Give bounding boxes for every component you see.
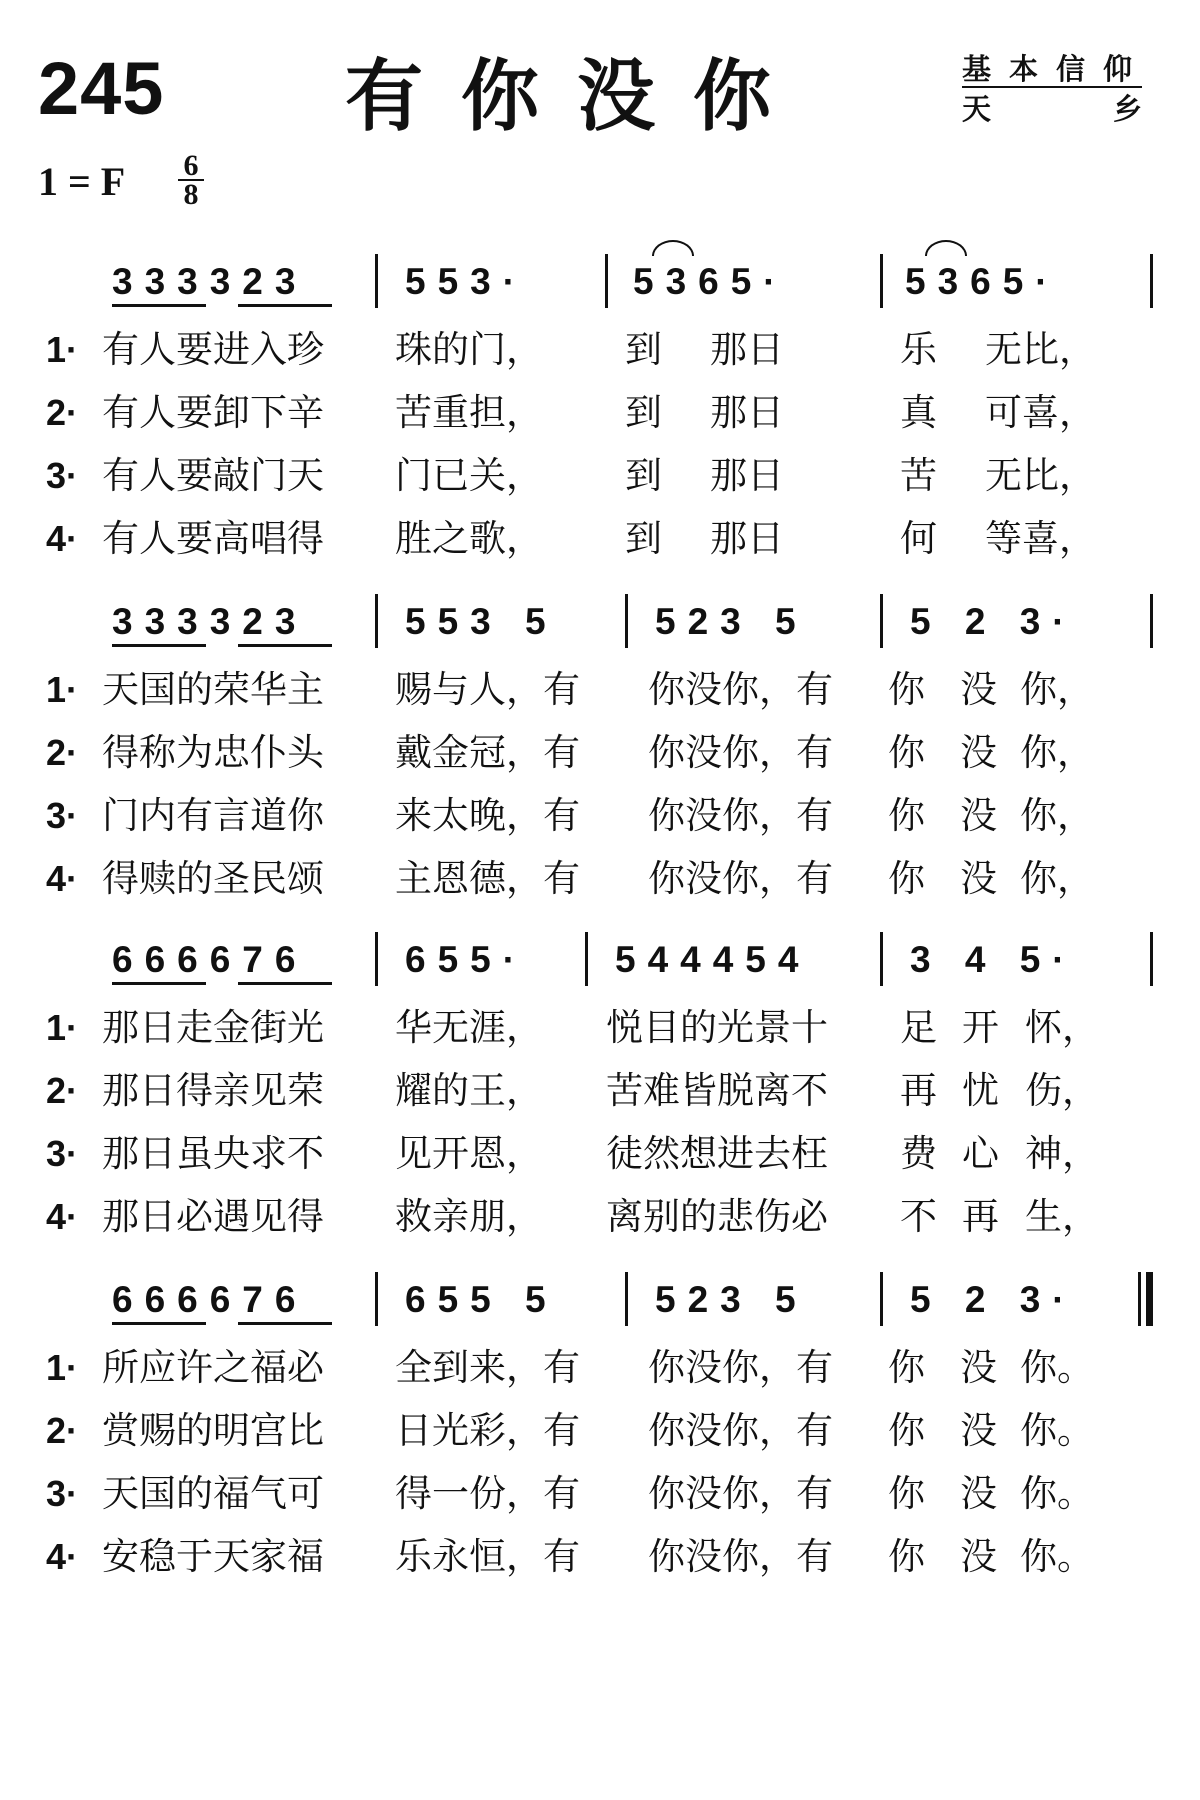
- lyric-segment: 你: [888, 1409, 925, 1452]
- lyric-segment: 得一份，有: [395, 1472, 580, 1515]
- lyric-segment: 珠的门，: [395, 328, 543, 371]
- measure-notes: 666676: [112, 939, 308, 980]
- lyric-segment: 开: [962, 1006, 999, 1049]
- lyric-segment: 到: [625, 391, 662, 434]
- barline: [1150, 594, 1153, 648]
- verse-line: [0, 1403, 1200, 1459]
- lyric-segment: 神，: [1025, 1132, 1099, 1175]
- lyric-segment: 那日得亲见荣: [102, 1069, 324, 1112]
- verse-number: 3·: [46, 1133, 79, 1174]
- measure-notes: 333323: [112, 261, 308, 302]
- author-char-2: 乡: [1112, 92, 1142, 126]
- lyric-segment: 乐永恒，有: [395, 1535, 580, 1578]
- lyric-segment: 你，: [1020, 731, 1094, 774]
- barline: [585, 932, 588, 986]
- lyric-segment: 你没你，有: [648, 1535, 833, 1578]
- notation-row: [0, 1270, 1200, 1330]
- verse-number: 1·: [46, 329, 79, 370]
- lyric-segment: 有人要卸下辛: [102, 391, 324, 434]
- lyric-segment: 没: [960, 1472, 997, 1515]
- lyric-segment: 没: [960, 794, 997, 837]
- verse-line: [0, 1466, 1200, 1522]
- hymn-author: [962, 92, 1142, 126]
- lyric-segment: 有人要进入珍: [102, 328, 324, 371]
- lyric-segment: 你没你，有: [648, 794, 833, 837]
- lyric-segment: 你没你，有: [648, 668, 833, 711]
- measure-notes: 523 5: [655, 1279, 808, 1320]
- lyric-segment: 没: [960, 731, 997, 774]
- lyric-segment: 耀的王，: [395, 1069, 543, 1112]
- measure-notes: 655 5: [405, 1279, 558, 1320]
- lyric-segment: 到: [625, 328, 662, 371]
- hymn-category: 基本信仰: [962, 52, 1142, 86]
- lyric-segment: 有人要高唱得: [102, 517, 324, 560]
- beam: [112, 1322, 206, 1325]
- lyric-segment: 那日必遇见得: [102, 1195, 324, 1238]
- lyric-segment: 安稳于天家福: [102, 1535, 324, 1578]
- hymn-number: 245: [38, 47, 165, 130]
- lyric-segment: 生，: [1025, 1195, 1099, 1238]
- lyric-segment: 你。: [1020, 1346, 1094, 1389]
- verse-line: [0, 322, 1200, 378]
- barline: [375, 594, 378, 648]
- lyric-segment: 等喜，: [985, 517, 1096, 560]
- meter-denominator: 8: [183, 178, 199, 211]
- lyric-segment: 那日: [710, 517, 784, 560]
- measure-notes: 666676: [112, 1279, 308, 1320]
- verse-number: 2·: [46, 732, 79, 773]
- lyric-segment: 苦难皆脱离不: [606, 1069, 828, 1112]
- lyric-segment: 华无涯，: [395, 1006, 543, 1049]
- verse-line: [0, 725, 1200, 781]
- final-barline-thin: [1138, 1272, 1141, 1326]
- verse-number: 2·: [46, 392, 79, 433]
- lyric-segment: 见开恩，: [395, 1132, 543, 1175]
- measure-notes: 655·: [405, 939, 528, 980]
- beam: [112, 304, 206, 307]
- lyric-segment: 费: [900, 1132, 937, 1175]
- lyric-segment: 你没你，有: [648, 1346, 833, 1389]
- lyric-segment: 你: [888, 668, 925, 711]
- lyric-segment: 你没你，有: [648, 731, 833, 774]
- lyric-segment: 你。: [1020, 1409, 1094, 1452]
- verse-number: 4·: [46, 1196, 79, 1237]
- lyric-segment: 你: [888, 1535, 925, 1578]
- verse-line: [0, 511, 1200, 567]
- lyric-segment: 你没你，有: [648, 1409, 833, 1452]
- lyric-segment: 得称为忠仆头: [102, 731, 324, 774]
- lyric-segment: 你，: [1020, 668, 1094, 711]
- lyric-segment: 没: [960, 1535, 997, 1578]
- beam: [112, 644, 206, 647]
- verse-line: [0, 385, 1200, 441]
- barline: [605, 254, 608, 308]
- verse-line: [0, 1000, 1200, 1056]
- lyric-segment: 你没你，有: [648, 1472, 833, 1515]
- barline: [880, 932, 883, 986]
- lyric-segment: 天国的荣华主: [102, 668, 324, 711]
- lyric-segment: 伤，: [1025, 1069, 1099, 1112]
- verse-line: [0, 1340, 1200, 1396]
- lyric-segment: 无比，: [985, 328, 1096, 371]
- lyric-segment: 可喜，: [985, 391, 1096, 434]
- verse-number: 4·: [46, 858, 79, 899]
- lyric-segment: 门内有言道你: [102, 794, 324, 837]
- measure-notes: 553·: [405, 261, 528, 302]
- verse-number: 3·: [46, 455, 79, 496]
- barline: [1150, 254, 1153, 308]
- key-signature: 1 = F: [38, 159, 126, 204]
- lyric-segment: 主恩德，有: [395, 857, 580, 900]
- barline: [880, 1272, 883, 1326]
- lyric-segment: 你: [888, 857, 925, 900]
- verse-line: [0, 1529, 1200, 1585]
- author-char-1: 天: [962, 92, 992, 126]
- barline: [880, 594, 883, 648]
- notation-row: [0, 252, 1200, 312]
- measure-notes: 5 2 3·: [910, 1279, 1077, 1320]
- lyric-segment: 赐与人，有: [395, 668, 580, 711]
- verse-line: [0, 851, 1200, 907]
- lyric-segment: 再: [900, 1069, 937, 1112]
- verse-number: 1·: [46, 1347, 79, 1388]
- lyric-segment: 没: [960, 668, 997, 711]
- verse-number: 1·: [46, 1007, 79, 1048]
- lyric-segment: 悦目的光景十: [606, 1006, 828, 1049]
- lyric-segment: 有人要敲门天: [102, 454, 324, 497]
- lyric-segment: 徒然想进去枉: [606, 1132, 828, 1175]
- beam: [238, 644, 332, 647]
- barline: [625, 594, 628, 648]
- lyric-segment: 门已关，: [395, 454, 543, 497]
- barline: [375, 932, 378, 986]
- verse-line: [0, 788, 1200, 844]
- lyric-segment: 没: [960, 1346, 997, 1389]
- lyric-segment: 真: [900, 391, 937, 434]
- barline: [625, 1272, 628, 1326]
- lyric-segment: 你没你，有: [648, 857, 833, 900]
- verse-number: 3·: [46, 1473, 79, 1514]
- beam: [238, 1322, 332, 1325]
- lyric-segment: 来太晚，有: [395, 794, 580, 837]
- measure-notes: 5 2 3·: [910, 601, 1077, 642]
- lyric-segment: 赏赐的明宫比: [102, 1409, 324, 1452]
- verse-number: 1·: [46, 669, 79, 710]
- lyric-segment: 怀，: [1025, 1006, 1099, 1049]
- lyric-segment: 何: [900, 517, 937, 560]
- lyric-segment: 到: [625, 454, 662, 497]
- measure-notes: 5365·: [633, 261, 788, 302]
- lyric-segment: 没: [960, 1409, 997, 1452]
- measure-notes: 333323: [112, 601, 308, 642]
- verse-line: [0, 662, 1200, 718]
- meter-numerator: 6: [178, 152, 204, 181]
- beam: [238, 304, 332, 307]
- beam: [238, 982, 332, 985]
- lyric-segment: 救亲朋，: [395, 1195, 543, 1238]
- measure-notes: 553 5: [405, 601, 558, 642]
- lyric-segment: 戴金冠，有: [395, 731, 580, 774]
- lyric-segment: 到: [625, 517, 662, 560]
- final-barline: [1146, 1272, 1153, 1326]
- lyric-segment: 那日走金街光: [102, 1006, 324, 1049]
- lyric-segment: 你，: [1020, 794, 1094, 837]
- lyric-segment: 离别的悲伤必: [606, 1195, 828, 1238]
- lyric-segment: 你: [888, 731, 925, 774]
- lyric-segment: 你。: [1020, 1472, 1094, 1515]
- beam: [112, 982, 206, 985]
- verse-number: 4·: [46, 518, 79, 559]
- hymn-title: 有你没你: [345, 52, 810, 142]
- measure-notes: 523 5: [655, 601, 808, 642]
- barline: [1150, 932, 1153, 986]
- verse-line: [0, 1063, 1200, 1119]
- lyric-segment: 乐: [900, 328, 937, 371]
- lyric-segment: 没: [960, 857, 997, 900]
- lyric-segment: 那日: [710, 328, 784, 371]
- lyric-segment: 忧: [962, 1069, 999, 1112]
- verse-line: [0, 1189, 1200, 1245]
- lyric-segment: 天国的福气可: [102, 1472, 324, 1515]
- lyric-segment: 那日虽央求不: [102, 1132, 324, 1175]
- lyric-segment: 你: [888, 1472, 925, 1515]
- lyric-segment: 全到来，有: [395, 1346, 580, 1389]
- time-signature: [178, 149, 204, 211]
- verse-number: 2·: [46, 1070, 79, 1111]
- lyric-segment: 胜之歌，: [395, 517, 543, 560]
- lyric-segment: 你: [888, 794, 925, 837]
- notation-row: [0, 592, 1200, 652]
- lyric-segment: 你。: [1020, 1535, 1094, 1578]
- lyric-segment: 你，: [1020, 857, 1094, 900]
- barline: [375, 254, 378, 308]
- verse-number: 3·: [46, 795, 79, 836]
- measure-notes: 3 4 5·: [910, 939, 1077, 980]
- measure-notes: 544454: [615, 939, 811, 980]
- lyric-segment: 所应许之福必: [102, 1346, 324, 1389]
- lyric-segment: 足: [900, 1006, 937, 1049]
- measure-notes: 5365·: [905, 261, 1060, 302]
- lyric-segment: 那日: [710, 454, 784, 497]
- verse-number: 4·: [46, 1536, 79, 1577]
- lyric-segment: 无比，: [985, 454, 1096, 497]
- slur: [925, 240, 967, 256]
- barline: [375, 1272, 378, 1326]
- barline: [880, 254, 883, 308]
- lyric-segment: 心: [962, 1132, 999, 1175]
- lyric-segment: 那日: [710, 391, 784, 434]
- verse-line: [0, 1126, 1200, 1182]
- verse-number: 2·: [46, 1410, 79, 1451]
- lyric-segment: 日光彩，有: [395, 1409, 580, 1452]
- lyric-segment: 得赎的圣民颂: [102, 857, 324, 900]
- verse-line: [0, 448, 1200, 504]
- lyric-segment: 苦重担，: [395, 391, 543, 434]
- lyric-segment: 苦: [900, 454, 937, 497]
- lyric-segment: 再: [962, 1195, 999, 1238]
- lyric-segment: 你: [888, 1346, 925, 1389]
- slur: [652, 240, 694, 256]
- notation-row: [0, 930, 1200, 990]
- lyric-segment: 不: [900, 1195, 937, 1238]
